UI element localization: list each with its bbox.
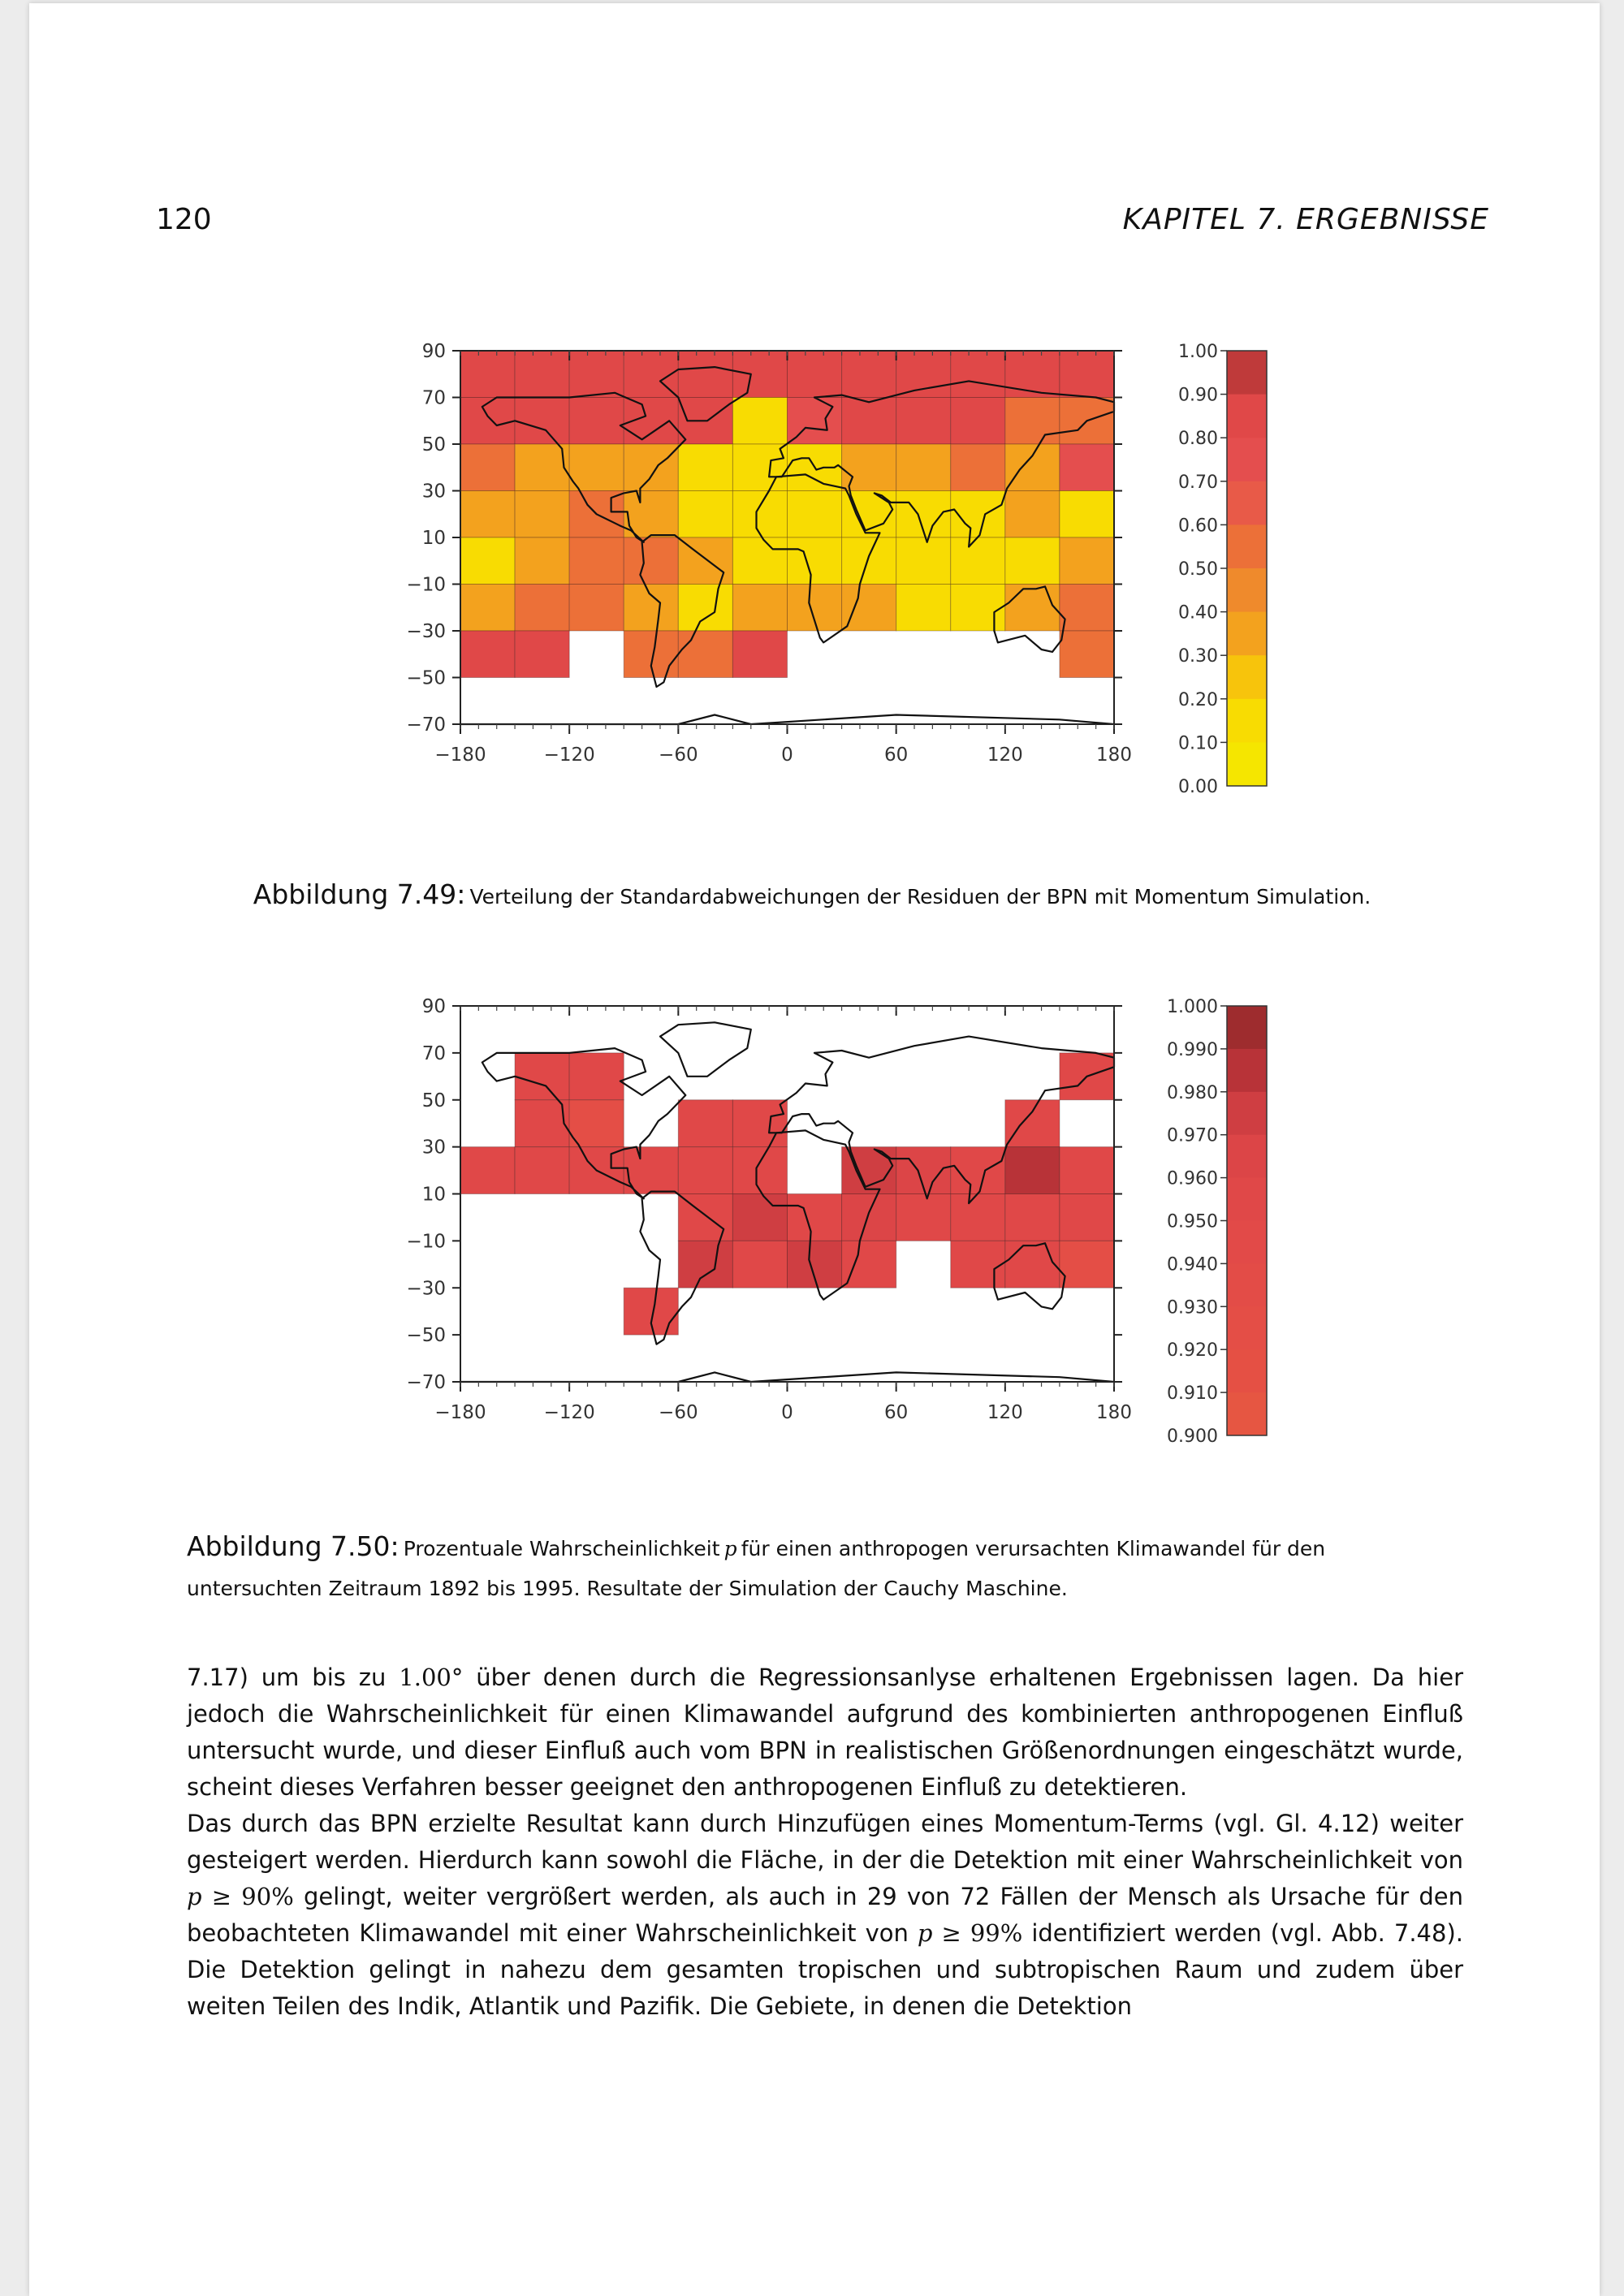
x-tick-label: 0 (781, 1402, 793, 1423)
colorbar-label: 0.80 (1178, 429, 1218, 450)
figure-7-50-caption (187, 1528, 1463, 1610)
body-text (187, 1659, 1463, 2025)
colorbar-label: 1.00 (1178, 342, 1218, 362)
x-tick-label: 60 (884, 1402, 909, 1423)
x-tick-label: 180 (1096, 1402, 1132, 1423)
figure-7-49-caption-label: Abbildung 7.49: (253, 878, 466, 910)
figure-7-49-caption-text: Verteilung der Standardabweichungen der Residuen der BPN mit Momentum Simulation. (469, 885, 1371, 908)
colorbar-label: 0.00 (1178, 777, 1218, 797)
figure-7-50-caption-p-symbol: p (723, 1537, 737, 1560)
y-tick-label: −30 (406, 1278, 446, 1300)
colorbar-label: 0.60 (1178, 516, 1218, 537)
colorbar-label: 0.90 (1178, 385, 1218, 406)
x-tick-label: −60 (659, 1402, 698, 1423)
x-tick-label: 120 (987, 1402, 1023, 1423)
y-tick-label: 70 (421, 1042, 446, 1064)
x-tick-label: −120 (543, 1402, 595, 1423)
y-tick-label: −50 (406, 1325, 446, 1347)
page-number: 120 (156, 203, 212, 236)
colorbar-label: 0.960 (1167, 1168, 1218, 1189)
p1-degree-value: 1.00° (399, 1664, 464, 1691)
colorbar-label: 0.40 (1178, 602, 1218, 624)
p2-math-p-2: p (917, 1919, 933, 1947)
y-tick-label: 90 (421, 996, 446, 1017)
y-tick-label: 70 (421, 387, 446, 409)
figure-7-50-caption-text-b: für einen anthropogen verursachten Klimawandel für den untersuchten Zeitraum 1892 bis 1995. Resultate der Simulation der Cauchy Maschine. (187, 1537, 1326, 1600)
colorbar-label: 0.20 (1178, 689, 1218, 710)
y-tick-label: 30 (421, 1137, 446, 1159)
x-tick-label: −60 (659, 744, 698, 766)
x-tick-label: −180 (434, 1402, 486, 1423)
p2-math-99: ≥ 99% (932, 1919, 1023, 1947)
colorbar-label: 0.950 (1167, 1211, 1218, 1232)
y-tick-label: −70 (406, 1372, 446, 1393)
p1-text-b: über denen durch die Regressionsanlyse erhaltenen Ergebnissen lagen. Da hier jedoch die Wahrscheinlichkeit für einen Klimawandel aufgrund des kombinierten anthropogenen Einfluß untersucht wurde, und dieser Einfluß auch vom BPN in realistischen Größenordnungen eingeschätzt wurde, scheint dieses Verfahren besser geeignet den anthropogenen Einfluß zu detektieren. (187, 1664, 1464, 1801)
y-tick-label: −70 (406, 714, 446, 736)
colorbar-label: 1.000 (1167, 997, 1218, 1017)
p2-text-b: gelingt, weiter vergrößert werden, als auch in 29 von 72 Fällen der Mensch als Ursache für den beobachteten Klimawandel mit einer Wahrscheinlichkeit von (187, 1883, 1464, 1947)
colorbar-label: 0.30 (1178, 646, 1218, 667)
colorbar-label: 0.940 (1167, 1254, 1218, 1275)
p2-text-c: identifiziert werden (vgl. Abb. 7.48). Die Detektion gelingt in nahezu dem gesamten tropischen und subtropischen Raum und zudem über weiten Teilen des Indik, Atlantik und Pazifik. Die Gebiete, in denen die Detektion (187, 1919, 1463, 2020)
colorbar-label: 0.900 (1167, 1426, 1218, 1447)
colorbar-label: 0.970 (1167, 1125, 1218, 1146)
colorbar-label: 0.50 (1178, 559, 1218, 580)
figure-7-50-caption-text-a: Prozentuale Wahrscheinlichkeit (403, 1537, 720, 1560)
y-tick-label: 50 (421, 1090, 446, 1111)
y-tick-label: 10 (421, 1184, 446, 1206)
y-tick-label: −50 (406, 667, 446, 689)
p1-text-a: 7.17) um bis zu (187, 1664, 387, 1691)
p2-text-a: Das durch das BPN erzielte Resultat kann durch Hinzufügen eines Momentum-Terms (vgl. Gl. 4.12) weiter gesteigert werden. Hierdurch kann sowohl die Fläche, in der die Detektion mit einer Wahrscheinlichkeit von (187, 1810, 1463, 1874)
p2-math-p-1: p (187, 1883, 202, 1910)
figure-7-49-caption (0, 878, 1624, 910)
x-tick-label: 0 (781, 744, 793, 766)
y-tick-label: 30 (421, 481, 446, 503)
x-tick-label: 120 (987, 744, 1023, 766)
colorbar-label: 0.910 (1167, 1383, 1218, 1405)
paragraph-2 (187, 1806, 1463, 2025)
y-tick-label: −30 (406, 621, 446, 642)
y-tick-label: 90 (421, 341, 446, 362)
colorbar-label: 0.70 (1178, 472, 1218, 493)
colorbar-label: 0.980 (1167, 1082, 1218, 1103)
y-tick-label: −10 (406, 1231, 446, 1253)
colorbar-label: 0.930 (1167, 1297, 1218, 1318)
x-tick-label: −120 (543, 744, 595, 766)
colorbar-label: 0.990 (1167, 1039, 1218, 1060)
y-tick-label: −10 (406, 574, 446, 596)
running-head: KAPITEL 7. ERGEBNISSE (1122, 203, 1489, 236)
y-tick-label: 50 (421, 434, 446, 455)
colorbar-label: 0.920 (1167, 1340, 1218, 1362)
figure-7-50-caption-label: Abbildung 7.50: (187, 1530, 400, 1562)
p2-math-90: ≥ 90% (201, 1883, 294, 1910)
y-tick-label: 10 (421, 528, 446, 549)
x-tick-label: 180 (1096, 744, 1132, 766)
x-tick-label: −180 (434, 744, 486, 766)
paragraph-1 (187, 1659, 1463, 1806)
x-tick-label: 60 (884, 744, 909, 766)
colorbar-label: 0.10 (1178, 733, 1218, 754)
